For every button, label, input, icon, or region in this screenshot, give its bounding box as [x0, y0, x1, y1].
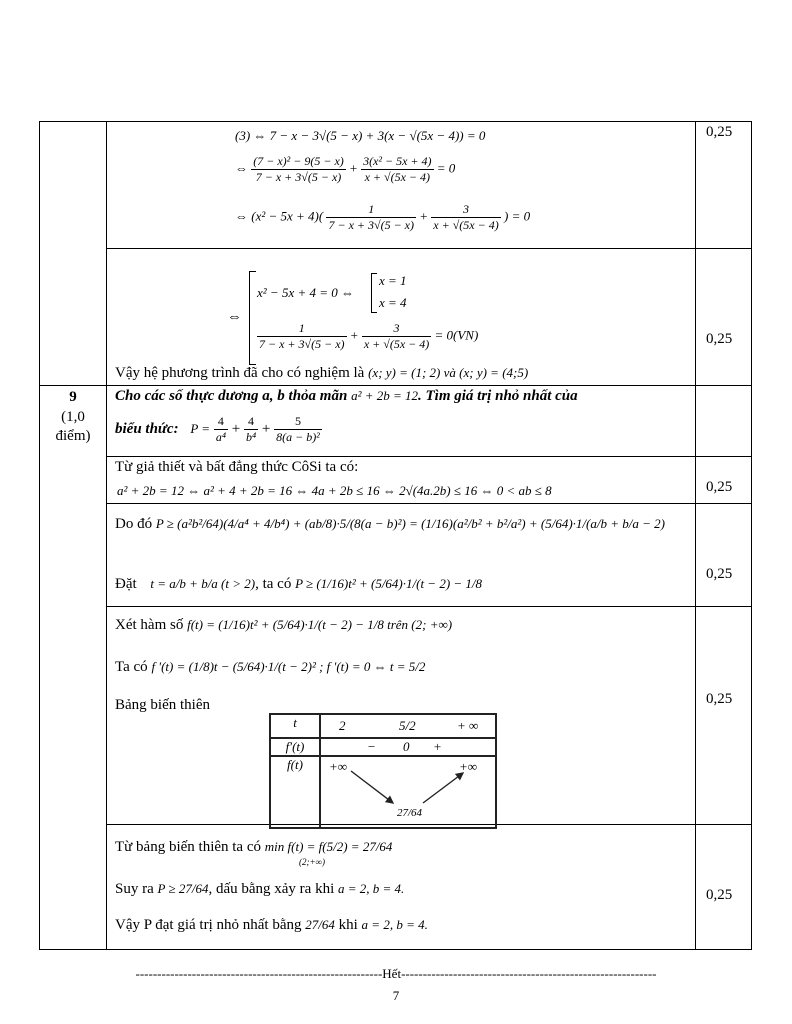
vt-f-values: +∞ 27/64 +∞ — [320, 756, 496, 828]
score-value: 0,25 — [706, 691, 733, 707]
equation-line: ⇔ $\frac{\text{(7 − x)² − 9(5 − x)}}{7 - x + 3√(5 - x)}$ + $\frac{\text{3(x² − 5x + 4)}}{x + √(5x - 4)}$ = 0 — [235, 154, 456, 184]
question-points: (1,0 — [61, 409, 85, 425]
question-number: 9 — [69, 389, 77, 405]
question-points-unit: điểm) — [55, 428, 91, 444]
question-9-prompt-cell — [107, 386, 696, 457]
equation-line: ⇔ (x² − 5x + 4)( $\frac{1}{7 - x + 3√(5 - x)}$ + $\frac{3}{x + √(5x - 4)}$ ) = 0 — [235, 202, 531, 232]
vt-t-values: 2 5/2 + ∞ — [320, 714, 496, 738]
score-cell — [696, 825, 752, 950]
question-prompt: Cho các số thực dương a, b thỏa mãn a² + 2b = 12. Tìm giá trị nhỏ nhất của — [115, 388, 578, 404]
end-marker: ---------------------------------------------------------Hết----------------------------------------------------------- — [135, 966, 657, 981]
solution-step-3 — [107, 607, 696, 825]
vt-header-t: t — [270, 714, 320, 738]
vt-header-f: f(t) — [270, 756, 320, 828]
page-number: 7 — [392, 988, 400, 1003]
score-cell — [696, 607, 752, 825]
score-cell — [696, 122, 752, 249]
score-cell — [696, 249, 752, 386]
system-eq1: x² − 5x + 4 = 0 ⇔ — [257, 285, 355, 300]
equation-line: (3) ⇔ 7 − x − 3√(5 − x) + 3(x − √(5x − 4)) = 0 — [235, 128, 486, 143]
step-line: Đặt t = a/b + b/a (t > 2), ta có P ≥ (1/16)t² + (5/64)·1/(t − 2) − 1/8 — [115, 576, 483, 592]
score-value: 0,25 — [706, 331, 733, 347]
step-line: Xét hàm số f(t) = (1/16)t² + (5/64)·1/(t − 2) − 1/8 trên (2; +∞) — [115, 617, 453, 633]
score-cell-empty — [696, 386, 752, 457]
solution-x1: x = 1 — [379, 273, 407, 288]
conclusion-line: Vậy hệ phương trình đã cho có nghiệm là (x; y) = (1; 2) và (x; y) = (4;5) — [115, 365, 529, 381]
solution-x2: x = 4 — [379, 295, 407, 310]
vt-fprime-values: − 0 + — [320, 738, 496, 756]
equivalence-arrow: ⇔ — [227, 309, 242, 325]
step-line: Ta có f '(t) = (1/8)t − (5/64)·1/(t − 2)² ; f '(t) = 0 ⇔ t = 5/2 — [115, 659, 426, 675]
score-value: 0,25 — [706, 479, 733, 495]
solution-bracket — [371, 273, 377, 313]
step-text: Từ giả thiết và bất đẳng thức CôSi ta có: — [115, 459, 359, 475]
answer-table — [39, 121, 752, 950]
solution-cell-q8-part2 — [107, 249, 696, 386]
step-line: Suy ra P ≥ 27/64, dấu bằng xảy ra khi a = 2, b = 4. — [115, 881, 405, 897]
variation-table — [269, 713, 497, 829]
variation-arrows — [321, 757, 497, 827]
score-value: 0,25 — [706, 887, 733, 903]
question-number-cell-empty — [40, 122, 107, 386]
system-eq2: $\frac{1}{7 - x + 3√(5 - x)}$ + $\frac{3}{x + √(5x - 4)}$ = 0(VN) — [259, 321, 479, 351]
question-expression: biểu thức: P = $\frac{4}{\text{a⁴}}$ + $\frac{4}{\text{b⁴}}$ + $\frac{5}{\text{8(a − b)²}}$ — [115, 414, 320, 444]
system-bracket — [249, 271, 256, 365]
step-line: Từ bảng biến thiên ta có min f(t) = f(5/2) = 27/64 (2;+∞) — [115, 839, 393, 867]
solution-step-4 — [107, 825, 696, 950]
step-line: Do đó P ≥ (a²b²/64)(4/a⁴ + 4/b⁴) + (ab/8)·5/(8(a − b)²) = (1/16)(a²/b² + b²/a²) + (5/64)·1/(a/b + b/a − 2) — [115, 516, 665, 532]
vt-header-fprime: f′(t) — [270, 738, 320, 756]
variation-table-label: Bảng biến thiên — [115, 697, 210, 713]
step-line: Vậy P đạt giá trị nhỏ nhất bằng 27/64 khi a = 2, b = 4. — [115, 917, 428, 933]
solution-step-2 — [107, 504, 696, 607]
score-cell — [696, 457, 752, 504]
question-9-label-cell — [40, 386, 107, 950]
solution-cell-q8-part1 — [107, 122, 696, 249]
score-value: 0,25 — [706, 124, 733, 140]
score-cell — [696, 504, 752, 607]
step-math: a² + 2b = 12 ⇔ a² + 4 + 2b = 16 ⇔ 4a + 2b ≤ 16 ⇔ 2√(4a.2b) ≤ 16 ⇔ 0 < ab ≤ 8 — [117, 483, 552, 498]
score-value: 0,25 — [706, 566, 733, 582]
solution-step-1 — [107, 457, 696, 504]
